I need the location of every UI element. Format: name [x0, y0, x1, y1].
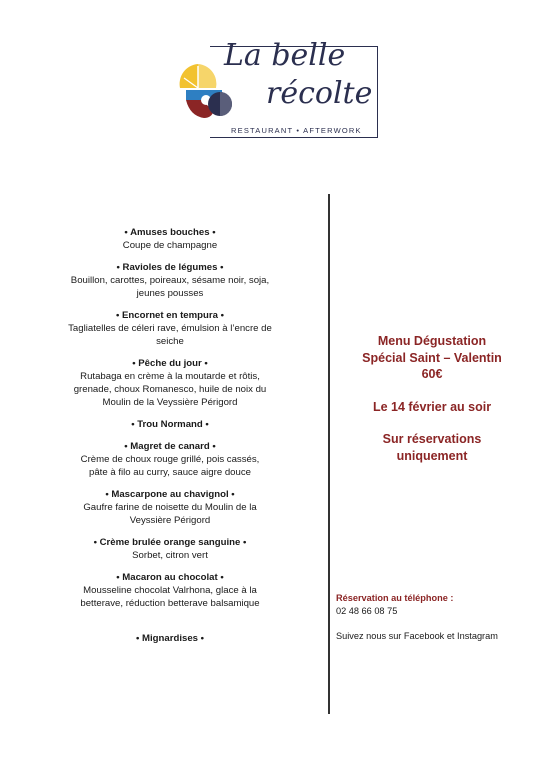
promo-booking-line2: uniquement: [396, 448, 468, 463]
course-title: • Mascarpone au chavignol •: [105, 489, 235, 500]
course-desc: Bouillon, carottes, poireaux, sésame noir, soja,: [70, 275, 270, 286]
course-desc: Crème de choux rouge grillé, pois cassés,: [80, 454, 260, 465]
course-desc: Moulin de la Veyssière Périgord: [102, 397, 238, 408]
course-title: • Mignardises •: [135, 633, 205, 644]
course-desc: Mousseline chocolat Valrhona, glace à la: [83, 585, 257, 596]
course-desc: betterave, réduction betterave balsamique: [80, 598, 260, 609]
course-desc: Coupe de champagne: [122, 240, 218, 251]
course-title: • Magret de canard •: [124, 441, 216, 452]
tasting-menu: [50, 226, 290, 654]
course-desc: Gaufre farine de noisette du Moulin de la: [83, 502, 257, 513]
logo-subtitle: RESTAURANT • AFTERWORK: [228, 126, 365, 135]
logo-title-line1: La belle: [224, 38, 346, 73]
contact-title: Réservation au téléphone :: [336, 593, 454, 603]
course-title: • Encornet en tempura •: [115, 310, 224, 321]
course-desc: Tagliatelles de céleri rave, émulsion à l’encre de: [68, 323, 272, 334]
contact-block: [336, 592, 536, 643]
promo-date: Le 14 février au soir: [372, 399, 492, 414]
course-desc: seiche: [156, 336, 184, 347]
course-item: [50, 488, 290, 527]
course-item: [50, 357, 290, 409]
course-item: [50, 226, 290, 252]
course-item: [50, 418, 290, 431]
course-title: • Ravioles de légumes •: [116, 262, 224, 273]
course-title: • Crème brulée orange sanguine •: [93, 537, 247, 548]
promo-block: [336, 333, 528, 480]
course-item: [50, 536, 290, 562]
course-title: • Trou Normand •: [131, 419, 209, 430]
course-desc: jeunes pousses: [136, 288, 204, 299]
course-item: [50, 440, 290, 479]
course-item: [50, 571, 290, 610]
course-desc: Sorbet, citron vert: [132, 550, 208, 561]
course-item: [50, 309, 290, 348]
course-title: • Pêche du jour •: [132, 358, 208, 369]
restaurant-logo: [172, 38, 384, 142]
promo-title-line2: Spécial Saint – Valentin: [362, 350, 502, 365]
promo-price: 60€: [421, 367, 443, 381]
course-item: [50, 261, 290, 300]
course-item: [50, 632, 290, 645]
promo-title-line1: Menu Dégustation: [377, 334, 487, 348]
social-text: Suivez nous sur Facebook et Instagram: [336, 631, 498, 641]
promo-booking-line1: Sur réservations: [382, 432, 482, 446]
phone-number: 02 48 66 08 75: [336, 606, 398, 616]
course-title: • Macaron au chocolat •: [116, 572, 224, 583]
course-title: • Amuses bouches •: [124, 227, 216, 238]
course-desc: pâte à filo au curry, sauce aigre douce: [89, 467, 251, 478]
course-desc: Veyssière Périgord: [129, 515, 211, 526]
column-divider: [328, 194, 330, 714]
logo-title-line2: récolte: [266, 76, 373, 111]
course-desc: grenade, choux Romanesco, huile de noix du: [73, 384, 267, 395]
course-desc: Rutabaga en crème à la moutarde et rôtis,: [80, 371, 260, 382]
